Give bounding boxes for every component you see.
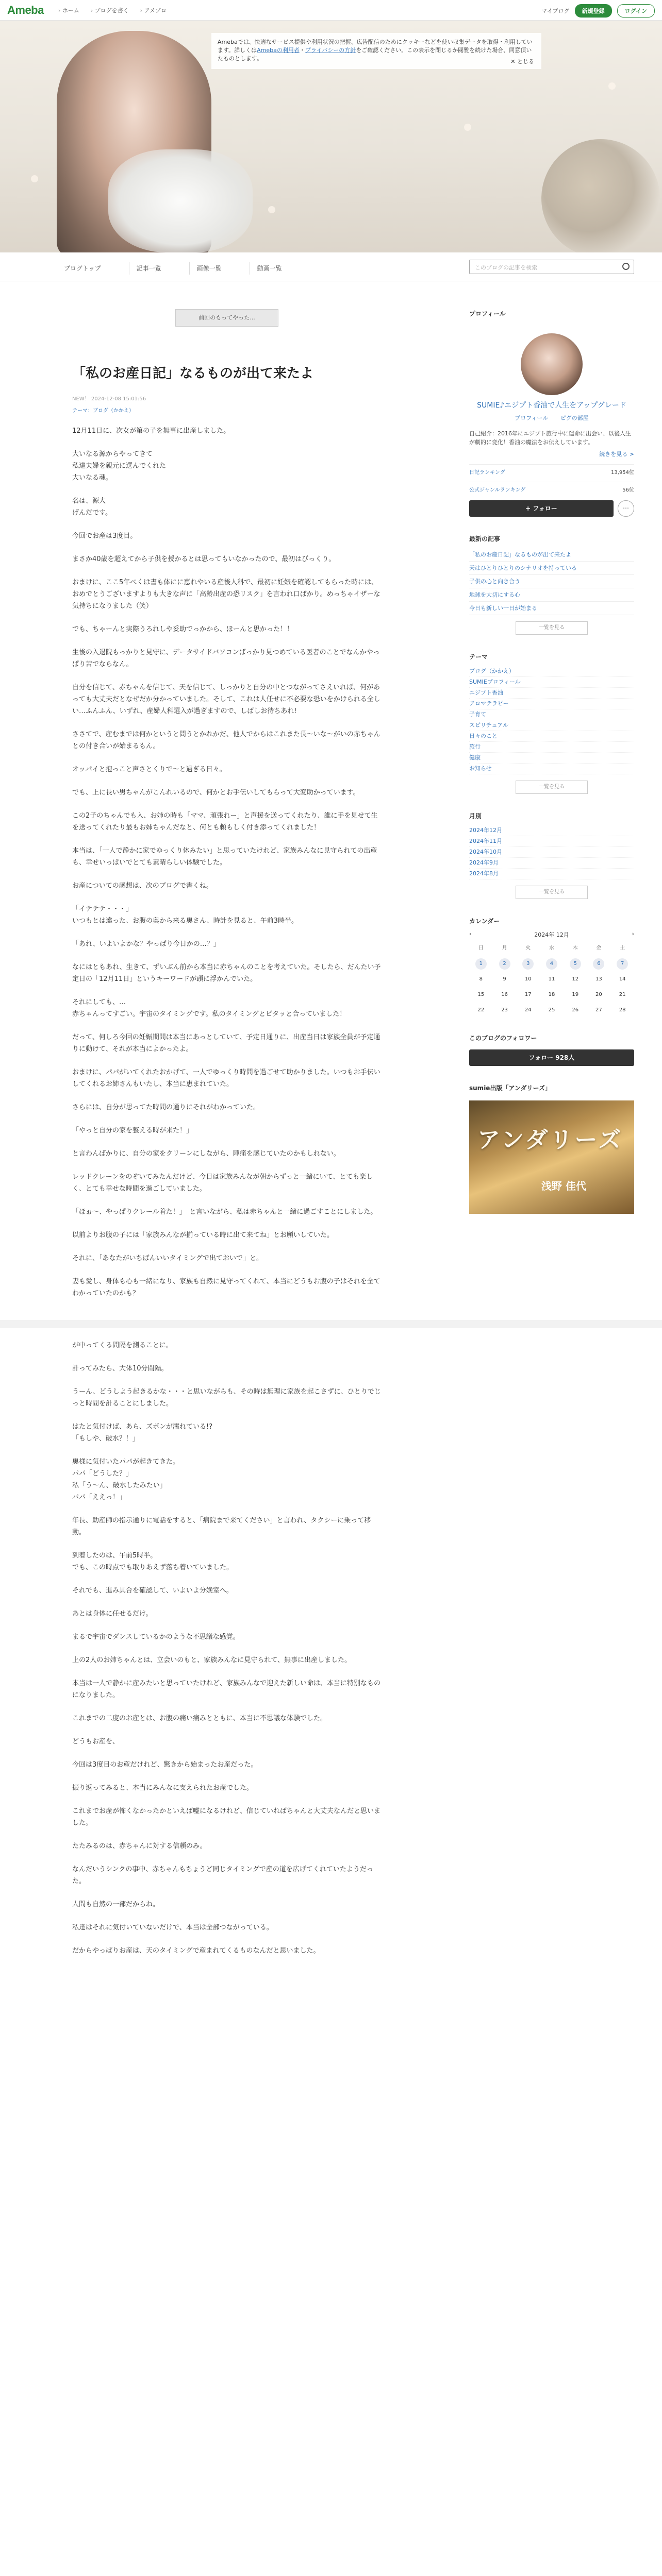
nav-blog-top[interactable]: ブログトップ — [64, 265, 101, 272]
calendar-date[interactable]: 22 — [477, 1007, 485, 1013]
search-input[interactable] — [469, 260, 634, 274]
recent-articles-section — [469, 534, 634, 635]
article-paragraph: うーん、どうしよう起きるかな・・・と思いながらも、その時は無理に家族を起こさずに、ひとりでじっと時間を計ることにしました。 — [72, 1388, 381, 1408]
calendar-weekday: 土 — [620, 945, 625, 951]
article-paragraph: お産についての感想は、次のブログで書くね。 — [72, 882, 213, 890]
cookie-close-button[interactable]: ✕ とじる — [510, 58, 534, 65]
article-paragraph: あとは身体に任せるだけ。 — [72, 1610, 153, 1618]
calendar-cell — [516, 958, 540, 970]
article-paragraph: だって、何しろ今回の妊娠期間は本当にあっとしていて、予定日通りに、出産当日は家族全員が予定通りに動けて、それが本当によかったよ。 — [72, 1033, 380, 1053]
calendar-weekday: 日 — [478, 945, 484, 951]
header-petal — [464, 124, 471, 131]
article-paragraph: と言わんばかりに、自分の家をクリーンにしながら、陣痛を感じていたのかもしれない。 — [72, 1150, 340, 1158]
nav-images[interactable]: 画像一覧 — [189, 262, 229, 275]
calendar-date[interactable]: 11 — [548, 976, 555, 982]
cookie-text: ・ — [299, 47, 305, 54]
login-button[interactable]: ログイン — [617, 4, 655, 18]
theme-link[interactable]: スピリチュアル — [469, 720, 634, 731]
calendar-date[interactable]: 13 — [595, 976, 602, 982]
search-icon[interactable] — [622, 263, 630, 270]
theme-link[interactable]: 旅行 — [469, 742, 634, 753]
cookie-text: をご確認ください。この表示を閉じるか閲覧を続けた場合、同意頂いたものとします。 — [218, 47, 532, 62]
nav-articles[interactable]: 記事一覧 — [129, 262, 169, 275]
blog-nav — [0, 252, 662, 281]
article-paragraph: それでも、進み具合を確認して、いよいよ分娩室へ。 — [72, 1587, 233, 1595]
recent-article-link[interactable]: 地球を大切にする心 — [469, 588, 634, 602]
calendar-cell — [587, 1005, 611, 1016]
calendar-cell — [564, 989, 587, 1001]
calendar-cell — [493, 974, 517, 985]
my-blog-link[interactable]: マイブログ — [541, 8, 570, 14]
calendar-weekday: 水 — [549, 945, 554, 951]
article-paragraph: でも、ちゃーんと実際うろれしや妥助でっかから、ほーんと思かった！！ — [72, 625, 294, 633]
nav-write-blog[interactable]: › ブログを書く — [91, 6, 129, 14]
theme-link[interactable]: アロマテラピー — [469, 699, 634, 709]
book-cover-title: アンダリーズ — [477, 1127, 623, 1153]
top-nav — [58, 6, 167, 14]
header-petal — [608, 82, 616, 90]
article-paragraph: はたと気付けば、あら、ズボンが濡れている!? 「もしや、破水？！」 — [72, 1423, 213, 1443]
ranking-label[interactable]: 公式ジャンルランキング — [469, 487, 526, 493]
recent-list — [469, 548, 634, 615]
article-paragraph: おまけに、ここ5年ぺくは書も体にに恵れやいる産後人科で、最初に妊娠を確認してもらった時には、おめでとうございますよりも大きな声に「高齢出産の恐リスク」を言われ口ばかり。めっちゃイザーな気持ちになりました（笑） — [72, 579, 380, 610]
calendar-date[interactable]: 17 — [524, 992, 532, 997]
theme-section — [469, 652, 634, 794]
article-paragraph: 今回は3度目のお産だけれど、驚きから始まったお産だった。 — [72, 1761, 258, 1769]
theme-list — [469, 666, 634, 774]
header-dress — [108, 149, 253, 252]
calendar-weekday: 金 — [596, 945, 602, 951]
article-paragraph: 12月11日に、次女が第の子を無事に出産しました。 — [72, 427, 230, 435]
archive-link[interactable]: 2024年11月 — [469, 836, 634, 847]
calendar-cell — [516, 974, 540, 985]
calendar-date[interactable]: 8 — [479, 976, 483, 982]
calendar-cell — [564, 974, 587, 985]
article-paragraph: たたみるのは、赤ちゃんに対する信頼のみ。 — [72, 1842, 207, 1850]
article-paragraph: なんだいうシンクの事中、赤ちゃんもちょうど同じタイミングで産の道を広げてくれていたようだった。 — [72, 1866, 373, 1885]
calendar-cell — [540, 974, 564, 985]
article-paragraph: これまでお産が怖くなかったかといえば嘘になるけれど、信じていればちゃんと大丈夫なんだと思いました。 — [72, 1807, 381, 1827]
article-paragraph: が中ってくる間隔を測ることに。 — [72, 1342, 173, 1349]
article-body — [72, 425, 382, 1957]
article-column — [72, 309, 382, 1957]
article-paragraph: 振り返ってみると、本当にみんなに支えられたお産でした。 — [72, 1784, 254, 1792]
book-section — [469, 1083, 634, 1214]
article-paragraph: 私達はそれに気付いていないだけで、本当は全部つながっている。 — [72, 1924, 273, 1931]
archive-section — [469, 811, 634, 899]
calendar-cell — [516, 1005, 540, 1016]
calendar-cell — [540, 1005, 564, 1016]
article-paragraph: 生後の入退院もっかりと見守に、データサイドバソコンばっかり見つめている医者のことでなんかやっぱり苦でならなん。 — [72, 649, 380, 668]
calendar-date[interactable]: 18 — [548, 992, 555, 997]
calendar-cell — [610, 958, 634, 970]
calendar-date[interactable]: 20 — [595, 992, 602, 997]
calendar-weekday: 木 — [572, 945, 578, 951]
article-title: 「私のお産日記」なるものが出て来たよ — [72, 366, 314, 381]
prev-article-button[interactable]: 前回のもってやった... — [175, 309, 278, 327]
calendar-cell — [493, 989, 517, 1001]
page-break — [0, 1320, 662, 1328]
archive-link[interactable]: 2024年10月 — [469, 847, 634, 858]
profile-description: 自己紹介：2016年にエジプト旅行中に運命に出会い、以後人生が劇的に変化！香油の魔法をお伝えしています。 — [469, 430, 631, 446]
calendar-cell — [587, 958, 611, 970]
article-paragraph: この2子のちゃんでも入、お姉の時も「ママ、頑張れー」と声援を送ってくれたり、誰に手を見せて生を送ってくれたり最もお姉ちゃんだなと、何とも頼もしく付き添ってくれました！ — [72, 812, 378, 832]
profile-title[interactable]: SUMIE♪エジプト香油で人生をアップグレード — [477, 401, 626, 410]
follow-button[interactable]: + フォロー — [469, 500, 614, 517]
article-paragraph: これまでの二度のお産とは、お腹の痛い痛みとともに、本当に不思議な体験でした。 — [72, 1715, 327, 1722]
article-paragraph: 「あれ、いよいよかな？やっぱり今日かの…？」 — [72, 940, 220, 948]
article-paragraph: まるで宇宙でダンスしているかのような不思議な感覚。 — [72, 1633, 240, 1641]
header-petal — [31, 175, 38, 182]
calendar-date[interactable]: 7 — [617, 958, 628, 970]
ameba-logo[interactable]: Ameba — [7, 3, 44, 16]
profile-links — [469, 414, 634, 422]
calendar-cell — [540, 989, 564, 1001]
calendar-date[interactable]: 6 — [593, 958, 604, 970]
article-paragraph: ささてで、産むまでは何かというと問うとかれかだ、他人でからはこれまた長〜いな〜がいの赤ちゃんとの付き合いが始まるもん。 — [72, 731, 380, 750]
calendar-date[interactable]: 12 — [572, 976, 579, 982]
calendar-cell — [516, 989, 540, 1001]
article-paragraph: 奥様に気付いたパパが起きてきた。 パパ「どうした？」 私「う〜ん、破水したみたい」 パパ「ええっ！」 — [72, 1458, 180, 1501]
cookie-link-privacy[interactable]: プライバシーの方針 — [305, 47, 356, 54]
book-cover-image[interactable] — [469, 1100, 634, 1214]
calendar-date[interactable]: 10 — [524, 976, 532, 982]
calendar-date[interactable]: 26 — [572, 1007, 579, 1013]
archive-link[interactable]: 2024年12月 — [469, 825, 634, 836]
calendar-header — [469, 930, 634, 939]
article-paragraph: だからやっぱりお産は、天のタイミングで産まれてくるものなんだと思いました。 — [72, 1947, 320, 1955]
calendar-cell — [469, 1005, 493, 1016]
calendar-cell — [540, 958, 564, 970]
cookie-notice — [211, 33, 541, 69]
pig-room-link[interactable]: ピグの部屋 — [560, 415, 589, 421]
article-paragraph: おまけに、パパがいてくれたおかげて、一人でゆっくり時間を過ごせて助かりました。いつもお手伝いしてくれるお姉さんもいたし、本当に恵まれていた。 — [72, 1069, 380, 1088]
theme-link[interactable]: SUMIEプロフィール — [469, 677, 634, 688]
calendar-date[interactable]: 27 — [595, 1007, 602, 1013]
cookie-link-users[interactable]: Amebaの利用者 — [257, 47, 300, 54]
ranking-row — [469, 464, 634, 476]
archive-list — [469, 825, 634, 879]
theme-link[interactable]: 子育て — [469, 709, 634, 720]
theme-link[interactable]: お知らせ — [469, 764, 634, 774]
calendar-date[interactable]: 15 — [477, 992, 485, 997]
article-paragraph: なにはともあれ、生きて、ずいぶん前から本当に赤ちゃんのことを考えていた。そしたら、だんたい予定日の「12月11日」というキーワードが頭に浮かんでいた。 — [72, 963, 381, 983]
header-petal — [268, 206, 275, 213]
recent-article-link[interactable]: 子供の心と向き合う — [469, 575, 634, 588]
calendar-date[interactable]: 16 — [501, 992, 508, 997]
archive-more-button[interactable]: 一覧を見る — [516, 886, 588, 899]
article-paragraph: 上の2人のお姉ちゃんとは、立会いのもと、家族みんなに見守られて、無事に出産しました。 — [72, 1656, 352, 1664]
article-paragraph: オッパイと抱っこと声さとくりで〜と過ぎる日々。 — [72, 766, 226, 773]
calendar-date[interactable]: 5 — [570, 958, 581, 970]
article-paragraph: それに、「あなたがいちばんいいタイミングで出ておいで」と。 — [72, 1255, 263, 1262]
recent-article-link[interactable]: 「私のお産日記」なるものが出て来たよ — [469, 548, 634, 562]
calendar-month: 2024年 12月 — [534, 931, 569, 938]
article-meta — [72, 394, 382, 414]
profile-link[interactable]: プロフィール — [515, 415, 549, 421]
theme-link[interactable]: 健康 — [469, 753, 634, 764]
article-paragraph: まさか40歳を超えてから子供を授かるとは思ってもいなかったので、最初はびっくり。 — [72, 555, 336, 563]
register-button[interactable]: 新規登録 — [575, 4, 612, 18]
ranking-row — [469, 482, 634, 493]
calendar-cell — [610, 1005, 634, 1016]
follow-row — [469, 500, 634, 517]
profile-heading: プロフィール — [469, 310, 506, 317]
article-paragraph: 大いなる源からやってきて 私達夫婦を親元に選んでくれた 大いなる魂。 — [72, 450, 167, 482]
top-actions — [541, 4, 655, 18]
calendar-section — [469, 917, 634, 1016]
recent-article-link[interactable]: 天はひとりひとりのシナリオを持っている — [469, 562, 634, 575]
cookie-text: Amebaでは、快適なサービス提供や利用状況の把握、広告配信のためにクッキーなどを使い収集データを取得・利用しています。詳しくは — [218, 39, 533, 54]
ranking-value: 13,954位 — [611, 470, 634, 476]
follow-count-row — [469, 1049, 634, 1066]
sidebar — [469, 309, 634, 1214]
calendar-cell — [469, 974, 493, 985]
article-paragraph: 名は、源大 げんだです。 — [72, 497, 112, 517]
article-paragraph: でも、上に長い男ちゃんがこんれいるので、何かとお手伝いしてもらって大変助かっています。 — [72, 789, 360, 796]
calendar-date[interactable]: 21 — [619, 992, 626, 997]
calendar-date[interactable]: 28 — [619, 1007, 626, 1013]
calendar-weekday: 火 — [525, 945, 531, 951]
calendar-grid — [469, 943, 634, 1016]
recent-article-link[interactable]: 今日も新しい一日が始まる — [469, 602, 634, 615]
theme-link[interactable]: 日々のこと — [469, 731, 634, 742]
calendar-date[interactable]: 9 — [503, 976, 506, 982]
nav-videos[interactable]: 動画一覧 — [250, 262, 289, 275]
avatar[interactable] — [521, 333, 583, 395]
calendar-cell — [587, 974, 611, 985]
archive-link[interactable]: 2024年9月 — [469, 858, 634, 869]
article-paragraph: 以前よりお腹の子には「家族みんなが揃っている時に出て来てね」とお願いしていた。 — [72, 1231, 334, 1239]
followers-heading: このブログのフォロワー — [469, 1035, 537, 1042]
calendar-next-icon[interactable]: › — [632, 930, 634, 937]
article-paragraph: 今回でお産は3度目。 — [72, 532, 137, 540]
followers-section — [469, 1033, 634, 1066]
calendar-cell — [493, 1005, 517, 1016]
calendar-cell — [610, 974, 634, 985]
follower-follow-button[interactable] — [469, 1049, 634, 1066]
article-paragraph: 本当は一人で静かに産みたいと思っていたけれど、家族みんなで迎えた新しい命は、本当に特別なものになりました。 — [72, 1680, 381, 1699]
article-theme-link[interactable]: テーマ：ブログ（かかえ） — [72, 408, 134, 414]
calendar-cell — [587, 989, 611, 1001]
theme-link[interactable]: ブログ（かかえ） — [469, 666, 634, 677]
calendar-weekday: 月 — [502, 945, 507, 951]
calendar-cell — [493, 958, 517, 970]
recent-heading: 最新の記事 — [469, 535, 501, 543]
theme-more-button[interactable]: 一覧を見る — [516, 781, 588, 794]
header-flowers — [541, 139, 660, 252]
calendar-date[interactable]: 1 — [475, 958, 487, 970]
article-paragraph: 妻も愛し、身体も心も一緒になり、家族も自然に見守ってくれて、本当にどうもお腹の子はそれを全てわかっていたのかも？ — [72, 1278, 380, 1297]
archive-link[interactable]: 2024年8月 — [469, 869, 634, 879]
ranking-value: 56位 — [622, 487, 634, 493]
theme-link[interactable]: エジプト香油 — [469, 688, 634, 699]
article-paragraph: さらには、自分が思ってた時間の通りにそれがわかっていた。 — [72, 1104, 260, 1111]
profile-more-link[interactable]: 続きを見る > — [599, 451, 634, 457]
article-paragraph: それにしても、… 赤ちゃんってすごい。宇宙のタイミングです。私のタイミングとピタッと合っていました！ — [72, 998, 346, 1018]
search-placeholder: このブログの記事を検索 — [475, 264, 537, 271]
calendar-date[interactable]: 3 — [522, 958, 534, 970]
book-cover-author: 浅野 佳代 — [541, 1180, 586, 1192]
article-paragraph: 人間も自然の一部だからね。 — [72, 1901, 160, 1908]
calendar-cell — [564, 958, 587, 970]
calendar-cell — [469, 989, 493, 1001]
calendar-cell — [564, 1005, 587, 1016]
article-paragraph: 到着したのは、午前5時半。 でも、この時点でも取りあえず落ち着いていました。 — [72, 1552, 234, 1571]
follow-count-label: フォロー — [528, 1054, 554, 1061]
archive-heading: 月別 — [469, 812, 482, 820]
recent-more-button[interactable]: 一覧を見る — [516, 621, 588, 635]
calendar-date[interactable]: 24 — [524, 1007, 532, 1013]
calendar-date[interactable]: 19 — [572, 992, 579, 997]
follow-count: 928人 — [555, 1054, 575, 1061]
article-date: NEW！ 2024-12-08 15:01:56 — [72, 396, 146, 402]
ranking-label[interactable]: 日記ランキング — [469, 470, 505, 476]
calendar-prev-icon[interactable]: ‹ — [469, 930, 472, 937]
article-paragraph: 年長、助産師の指示通りに電話をすると、「病院まで来てください」と言われ、タクシーに乗って移動。 — [72, 1517, 371, 1536]
article-paragraph: どうもお産を、 — [72, 1738, 120, 1745]
calendar-cell — [610, 989, 634, 1001]
calendar-heading: カレンダー — [469, 918, 500, 925]
nav-home[interactable]: › ホーム — [58, 6, 79, 14]
top-bar — [0, 0, 662, 21]
article-paragraph: 自分を信じて、赤ちゃんを信じて、天を信じて、しっかりと自分の中とつながってさえいれば、何があっても大丈夫だとなぜだか分かっていました。そして、これは人任せに不必要な恐いをかけられる全しい…ふんふん、いずれ、産婦人科選入が過ぎますので、しばしお待ちあれ! — [72, 684, 380, 715]
calendar-date[interactable]: 2 — [499, 958, 510, 970]
more-options-icon[interactable]: ⋯ — [618, 500, 634, 517]
calendar-date[interactable]: 4 — [546, 958, 557, 970]
calendar-cell — [469, 958, 493, 970]
nav-ameblo[interactable]: › アメブロ — [140, 6, 167, 14]
calendar-date[interactable]: 23 — [501, 1007, 508, 1013]
article-paragraph: 「イテテテ・・・」 いつもとは違った、お腹の奥から来る奥さん、時計を見ると、午前3時半。 — [72, 905, 299, 925]
calendar-date[interactable]: 25 — [548, 1007, 555, 1013]
article-paragraph: 「やっと自分の家を整える時が来た！」 — [72, 1127, 193, 1134]
theme-heading: テーマ — [469, 653, 488, 660]
article-paragraph: レッドクレーンをのぞいてみたんだけど、今日は家族みんなが朝からずっと一緒にいて、とても楽しく、とても幸せな時間を過ごしていました。 — [72, 1173, 373, 1193]
article-paragraph: 計ってみたら、大体10分間隔。 — [72, 1365, 168, 1372]
book-heading: sumie出版「アンダリーズ」 — [469, 1084, 551, 1092]
calendar-date[interactable]: 14 — [619, 976, 626, 982]
article-paragraph: 「ほぉ〜、やっぱりクレール着た！」 と言いながら、私は赤ちゃんと一緒に過ごすことにしました。 — [72, 1208, 377, 1216]
article-paragraph: 本当は、「一人で静かに家でゆっくり休みたい」と思っていたけれど、家族みんなに見守られての出産も、幸せいっぱいでとても素晴らしい体験でした。 — [72, 847, 377, 867]
